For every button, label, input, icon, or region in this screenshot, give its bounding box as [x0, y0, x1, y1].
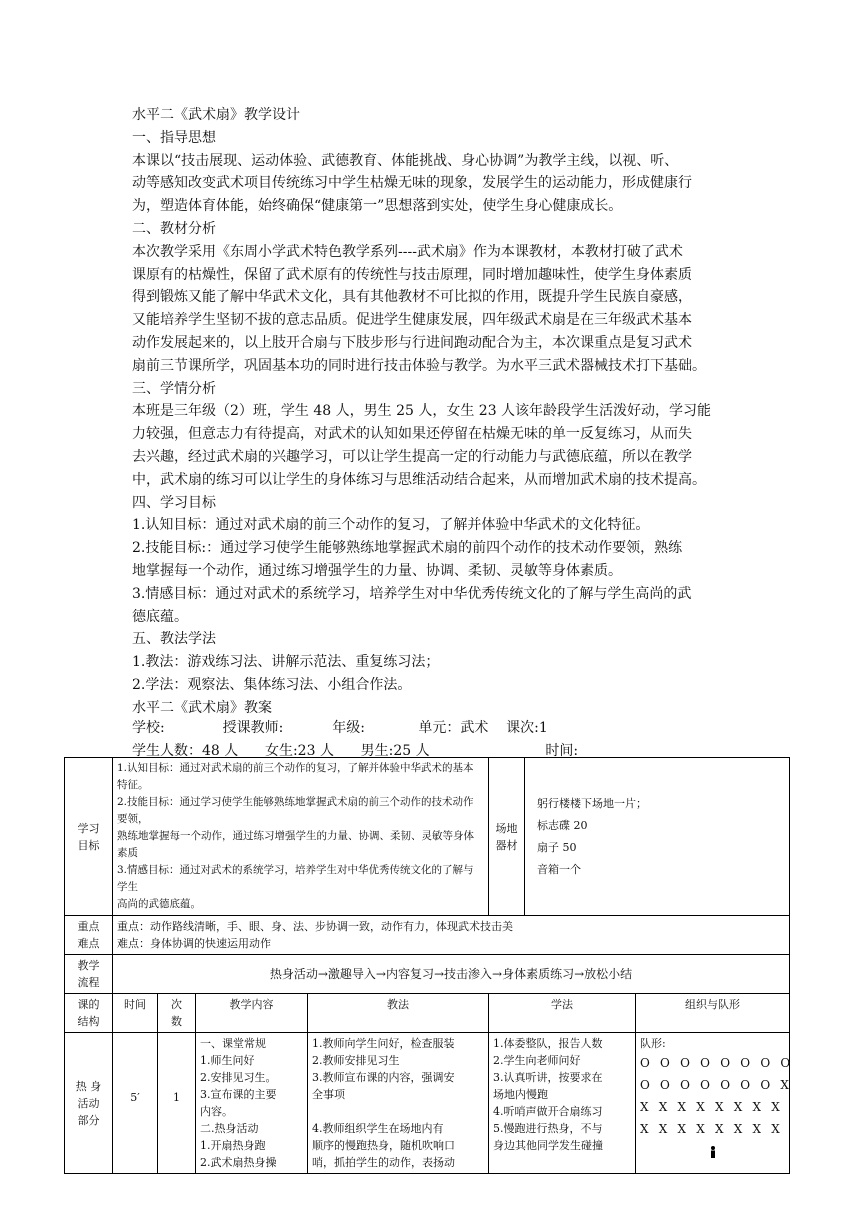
paragraph-line: 2.技能目标:：通过学习使学生能够熟练地掌握武术扇的前四个动作的技术动作要领，熟练: [132, 540, 683, 557]
lesson-plan-title: 水平二《武术扇》教案: [132, 699, 272, 716]
warmup-label: 热 身 活动 部分: [65, 1033, 113, 1174]
goal-line: 2.技能目标：通过学习使学生能够熟练地掌握武术扇的前三个动作的技术动作要领，: [117, 796, 474, 825]
table-row-warmup: [65, 1033, 790, 1174]
difficulty-text: 难点：身体协调的快速运用动作: [117, 937, 271, 950]
section-heading-methods: 五、教法学法: [132, 631, 216, 648]
paragraph-line: 3.情感目标：通过对武术的系统学习，培养学生对中华优秀传统文化的了解与学生高尚的武: [132, 585, 692, 602]
formation-row: X X X X X X X X: [640, 1122, 784, 1136]
lesson-plan-table: [64, 757, 794, 1174]
header-content: 教学内容: [196, 994, 308, 1033]
paragraph-line: 2.学法：观察法、集体练习法、小组合作法。: [132, 676, 412, 693]
formation-row: O O O O O O O X: [640, 1078, 793, 1092]
header-organization: 组织与队形: [636, 994, 790, 1033]
paragraph-line: 课原有的枯燥性，保留了武术原有的传统性与技击原理，同时增加趣味性，使学生身体素质: [132, 266, 692, 283]
section-heading-material: 二、教材分析: [132, 220, 216, 237]
header-time: 时间: [113, 994, 158, 1033]
formation-label: 队形:: [640, 1037, 666, 1050]
warmup-learning: 1.体委整队，报告人数 2.学生向老师问好 3.认真听讲，按要求在 场地内慢跑 4.听哨声做开合扇练习 5.慢跑进行热身，不与 身边其他同学发生碰撞: [489, 1033, 636, 1174]
document-title: 水平二《武术扇》教学设计: [132, 107, 300, 123]
flow-label: 教学 流程: [65, 955, 113, 994]
paragraph-line: 德底蕴。: [132, 608, 188, 625]
venue-item: 标志碟 20: [537, 818, 588, 832]
paragraph-line: 1.教法：游戏练习法、讲解示范法、重复练习法；: [132, 654, 440, 671]
paragraph-line: 得到锻炼又能了解中华武术文化，具有其他教材不可比拟的作用，既提升学生民族自豪感，: [132, 289, 692, 306]
paragraph-line: 去兴趣，经过武术扇的兴趣学习，可以让学生提高一定的行动能力与武德底蕴，所以在教学: [132, 448, 692, 465]
paragraph-line: 1.认知目标：通过对武术扇的前三个动作的复习，了解并体验中华武术的文化特征。: [132, 517, 650, 534]
section-heading-guiding: 一、指导思想: [132, 129, 216, 146]
paragraph-line: 中，武术扇的练习可以让学生的身体练习与思维活动结合起来，从而增加武术扇的技术提高。: [132, 471, 706, 488]
paragraph-line: 力较强，但意志力有待提高，对武术的认知如果还停留在枯燥无味的单一反复练习，从而失: [132, 426, 692, 443]
teacher-icon: [710, 1146, 716, 1158]
venue-item: 音箱一个: [537, 862, 581, 876]
table-row-flow: [65, 955, 790, 994]
paragraph-line: 本次教学采用《东周小学武术特色教学系列----武术扇》作为本课教材，本教材打破了武术: [132, 243, 683, 260]
header-count: 次 数: [158, 994, 196, 1033]
formation-row: X X X X X X X X: [640, 1100, 784, 1114]
flow-text: 热身活动→激趣导入→内容复习→技击渗入→身体素质练习→放松小结: [113, 955, 790, 994]
lesson-info-line-1: 学校: 授课教师: 年级: 单元：武术 课次:1: [132, 720, 548, 736]
key-point-text: 重点：动作路线清晰，手、眼、身、法、步协调一致，动作有力，体现武术技击美: [117, 920, 513, 933]
goal-line: 高尚的武德底蕴。: [117, 898, 201, 910]
paragraph-line: 动作发展起来的，以上肢开合扇与下肢步形与行进间跑动配合为主，本次课重点是复习武术: [132, 334, 692, 351]
section-heading-students: 三、学情分析: [132, 380, 216, 397]
header-teaching: 教法: [308, 994, 489, 1033]
paragraph-line: 扇前三节课所学，巩固基本功的同时进行技击体验与教学。为水平三武术器械技术打下基础。: [132, 357, 706, 374]
goal-line: 1.认知目标：通过对武术扇的前三个动作的复习，了解并体验中华武术的基本特征。: [117, 762, 474, 791]
goal-line: 3.情感目标：通过对武术的系统学习，培养学生对中华优秀传统文化的了解与学生: [117, 864, 474, 893]
warmup-formation: [636, 1033, 794, 1174]
formation-row: O O O O O O O O: [640, 1056, 794, 1070]
document-body: [132, 104, 734, 720]
header-structure: 课的 结构: [65, 994, 113, 1033]
key-points-content: [113, 916, 790, 955]
venue-item: 躬行楼楼下场地一片；: [537, 796, 647, 810]
paragraph-line: 动等感知改变武术项目传统练习中学生枯燥无味的现象，发展学生的运动能力，形成健康行: [132, 175, 692, 192]
venue-label: 场地 器材: [489, 758, 525, 916]
warmup-time: 5′: [113, 1033, 158, 1174]
lesson-info-line-2: 学生人数：48 人 女生:23 人 男生:25 人 时间:: [132, 743, 579, 759]
paragraph-line: 为，塑造体育体能，始终确保“健康第一”思想落到实处，使学生身心健康成长。: [132, 198, 623, 215]
paragraph-line: 本课以“技击展现、运动体验、武德教育、体能挑战、身心协调”为教学主线，以视、听、: [132, 152, 679, 169]
venue-item: 扇子 50: [537, 840, 577, 854]
warmup-content: 一、课堂常规 1.师生问好 2.安排见习生。 3.宣布课的主要 内容。 二.热身活动 1.开扇热身跑 2.武术扇热身操: [196, 1033, 308, 1174]
table-row-key-points: [65, 916, 790, 955]
goal-line: 熟练地掌握每一个动作，通过练习增强学生的力量、协调、柔韧、灵敏等身体素质: [117, 830, 474, 859]
key-points-label: 重点 难点: [65, 916, 113, 955]
goals-label: 学习 目标: [65, 758, 113, 916]
goals-content: [113, 758, 489, 916]
section-heading-objectives: 四、学习目标: [132, 494, 216, 511]
venue-content: [525, 758, 790, 916]
table-header-row: [65, 994, 790, 1033]
paragraph-line: 地掌握每一个动作，通过练习增强学生的力量、协调、柔韧、灵敏等身体素质。: [132, 562, 622, 579]
header-learning: 学法: [489, 994, 636, 1033]
paragraph-line: 又能培养学生坚韧不拔的意志品质。促进学生健康发展，四年级武术扇是在三年级武术基本: [132, 312, 692, 329]
table-row-goals: [65, 758, 790, 916]
warmup-teaching: 1.教师向学生问好，检查服装 2.教师安排见习生 3.教师宣布课的内容，强调安 全事项 4.教师组织学生在场地内有 顺序的慢跑热身，随机吹响口 哨，抓拍学生的动作，表扬动: [308, 1033, 489, 1174]
warmup-count: 1: [158, 1033, 196, 1174]
paragraph-line: 本班是三年级（2）班，学生 48 人，男生 25 人，女生 23 人该年龄段学生活泼好动，学习能: [132, 403, 712, 420]
